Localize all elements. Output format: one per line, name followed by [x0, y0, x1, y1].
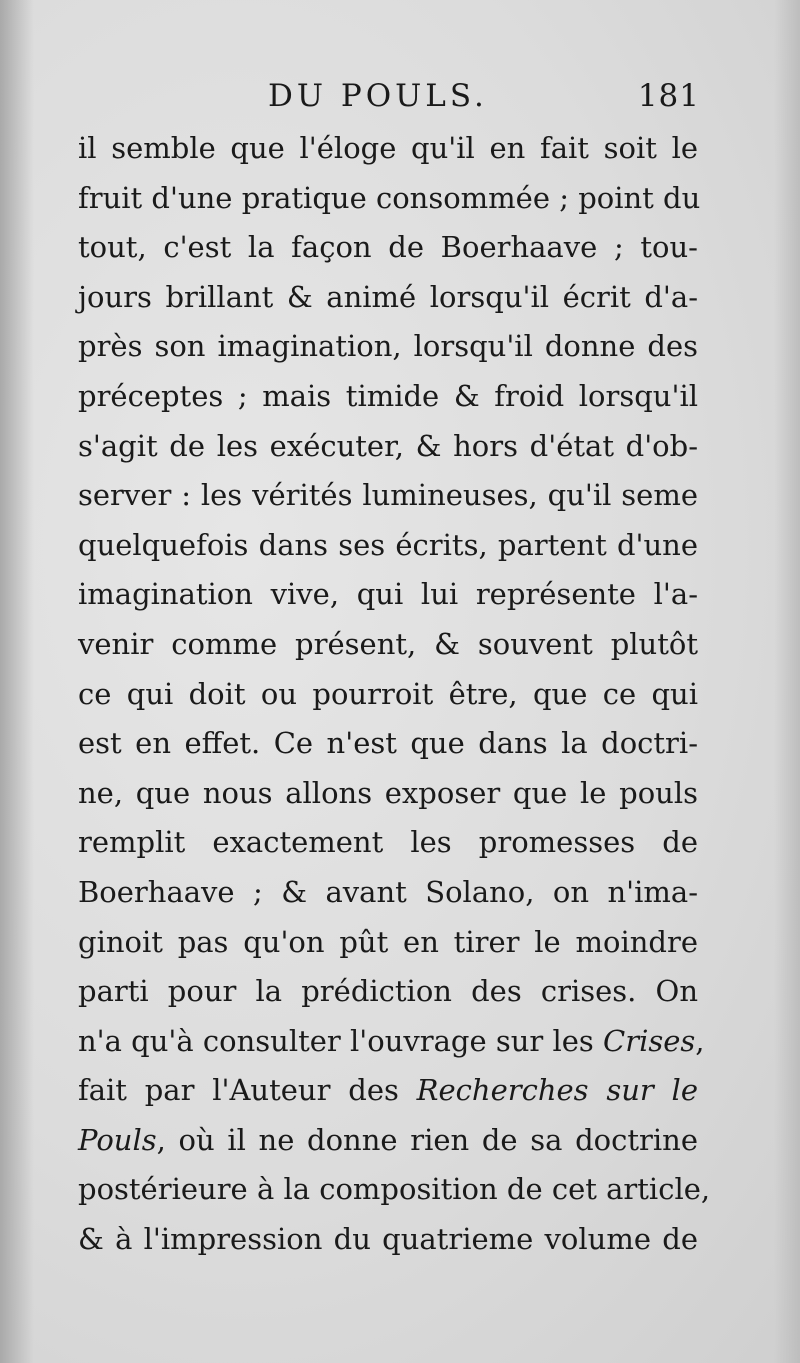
text-line: ginoit pas qu'on pût en tirer le moindre: [78, 924, 698, 959]
text-segment: fait par l'Auteur des: [78, 1073, 417, 1108]
text-line: quelquefois dans ses écrits, partent d'une: [78, 527, 698, 562]
text-line: préceptes ; mais timide & froid lorsqu'il: [78, 378, 698, 413]
text-line: [78, 1116, 698, 1166]
text-line: fruit d'une pratique consommée ; point du: [78, 180, 701, 215]
text-segment: ,: [695, 1023, 705, 1058]
text-line: il semble que l'éloge qu'il en fait soit le: [78, 131, 698, 165]
text-line: Boerhaave ; & avant Solano, on n'ima-: [78, 874, 698, 909]
text-line: [78, 1017, 705, 1067]
text-segment: , où il ne donne rien de sa doctrine: [156, 1122, 698, 1157]
page-header: [80, 78, 700, 118]
italic-title: Recherches sur le: [416, 1073, 698, 1108]
text-line: remplit exactement les promesses de: [78, 825, 698, 860]
text-segment: n'a qu'à consulter l'ouvrage sur les: [78, 1023, 604, 1058]
text-line: postérieure à la composition de cet article,: [78, 1172, 711, 1207]
text-line: ne, que nous allons exposer que le pouls: [78, 775, 698, 810]
text-line: est en effet. Ce n'est que dans la doctri-: [78, 726, 698, 761]
text-line: s'agit de les exécuter, & hors d'état d'ob-: [78, 428, 698, 463]
text-line: [78, 1066, 698, 1116]
page-number: 181: [637, 78, 700, 114]
text-line: jours brillant & animé lorsqu'il écrit d'a-: [78, 279, 698, 314]
text-line: ce qui doit ou pourroit être, que ce qui: [78, 676, 698, 711]
text-line: server : les vérités lumineuses, qu'il seme: [78, 478, 698, 513]
italic-title: Pouls: [78, 1122, 157, 1157]
body-text: [78, 124, 711, 1265]
italic-title: Crises: [603, 1023, 696, 1058]
text-line: parti pour la prédiction des crises. On: [78, 974, 698, 1009]
text-line: imagination vive, qui lui représente l'a-: [78, 577, 698, 612]
running-title: DU POULS.: [268, 78, 488, 114]
text-line: venir comme présent, & souvent plutôt: [78, 626, 698, 661]
text-line: tout, c'est la façon de Boerhaave ; tou-: [78, 230, 698, 265]
text-line: & à l'impression du quatrieme volume de: [78, 1222, 698, 1257]
text-line: près son imagination, lorsqu'il donne des: [78, 329, 698, 364]
